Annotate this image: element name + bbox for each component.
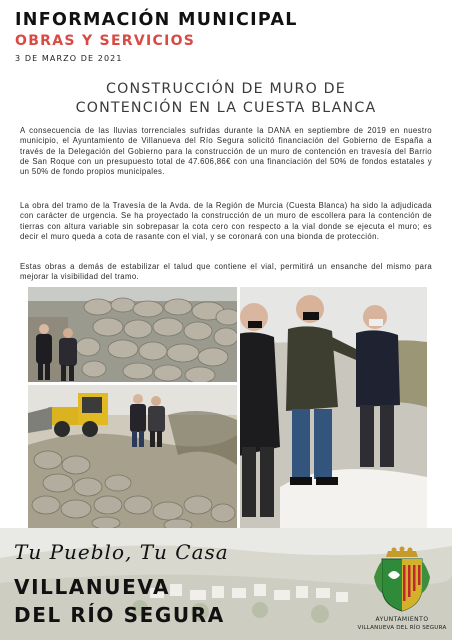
- paragraph-3: Estas obras a demás de estabilizar el talud que contiene el vial, permitirá un ensanche del mismo para mejorar la visibilidad del tramo.: [20, 262, 432, 282]
- slogan: Tu Pueblo, Tu Casa: [14, 540, 229, 564]
- crest-caption-line-1: AYUNTAMIENTO: [375, 616, 429, 623]
- header-date: 3 DE MARZO DE 2021: [15, 54, 123, 63]
- town-name-line-1: VILLANUEVA: [14, 575, 171, 599]
- municipal-coat-of-arms: [372, 545, 432, 615]
- paragraph-1: A consecuencia de las lluvias torrenciales sufridas durante la DANA en septiembre de 2019 en nuestro municipio, el Ayuntamiento de Villanueva del Río Segura solicitó financiación del Gobierno de España a través de la Delegación del Gobierno para la construcción de un muro de contención en travesía del Barrio de San Roque con un presupuesto total de 47.606,86€ con una financiación del 50% de fondos estatales y un 50% de fondo propios municipales.: [20, 126, 432, 177]
- paragraph-2: La obra del tramo de la Travesía de la Avda. de la Región de Murcia (Cuesta Blanca) ha sido la adjudicada con carácter de urgencia. Se ha proyectado la construcción de un muro de escollera para la contención de tierras con altura variable sin sobrepasar la cota cero con respecto a la vial donde se ejecuta el muro; es decir el muro queda a cota de rasante con el vial, y se coronará con una bionda de protección.: [20, 201, 432, 241]
- header-title: INFORMACIÓN MUNICIPAL: [15, 10, 298, 30]
- document-header: [15, 10, 440, 63]
- photo-officials-pointing: [240, 287, 427, 528]
- article-title: [20, 80, 432, 118]
- header-subtitle: OBRAS Y SERVICIOS: [15, 33, 196, 49]
- crest-caption: [352, 616, 452, 632]
- article-title-line-1: CONSTRUCCIÓN DE MURO DE: [106, 81, 346, 97]
- article-title-line-2: CONTENCIÓN EN LA CUESTA BLANCA: [75, 100, 377, 116]
- photo-excavator-site: [28, 385, 237, 528]
- town-name-line-2: DEL RÍO SEGURA: [14, 603, 225, 627]
- photo-stone-wall-officials: [28, 287, 237, 382]
- crest-caption-line-2: VILLANUEVA DEL RÍO SEGURA: [357, 625, 447, 631]
